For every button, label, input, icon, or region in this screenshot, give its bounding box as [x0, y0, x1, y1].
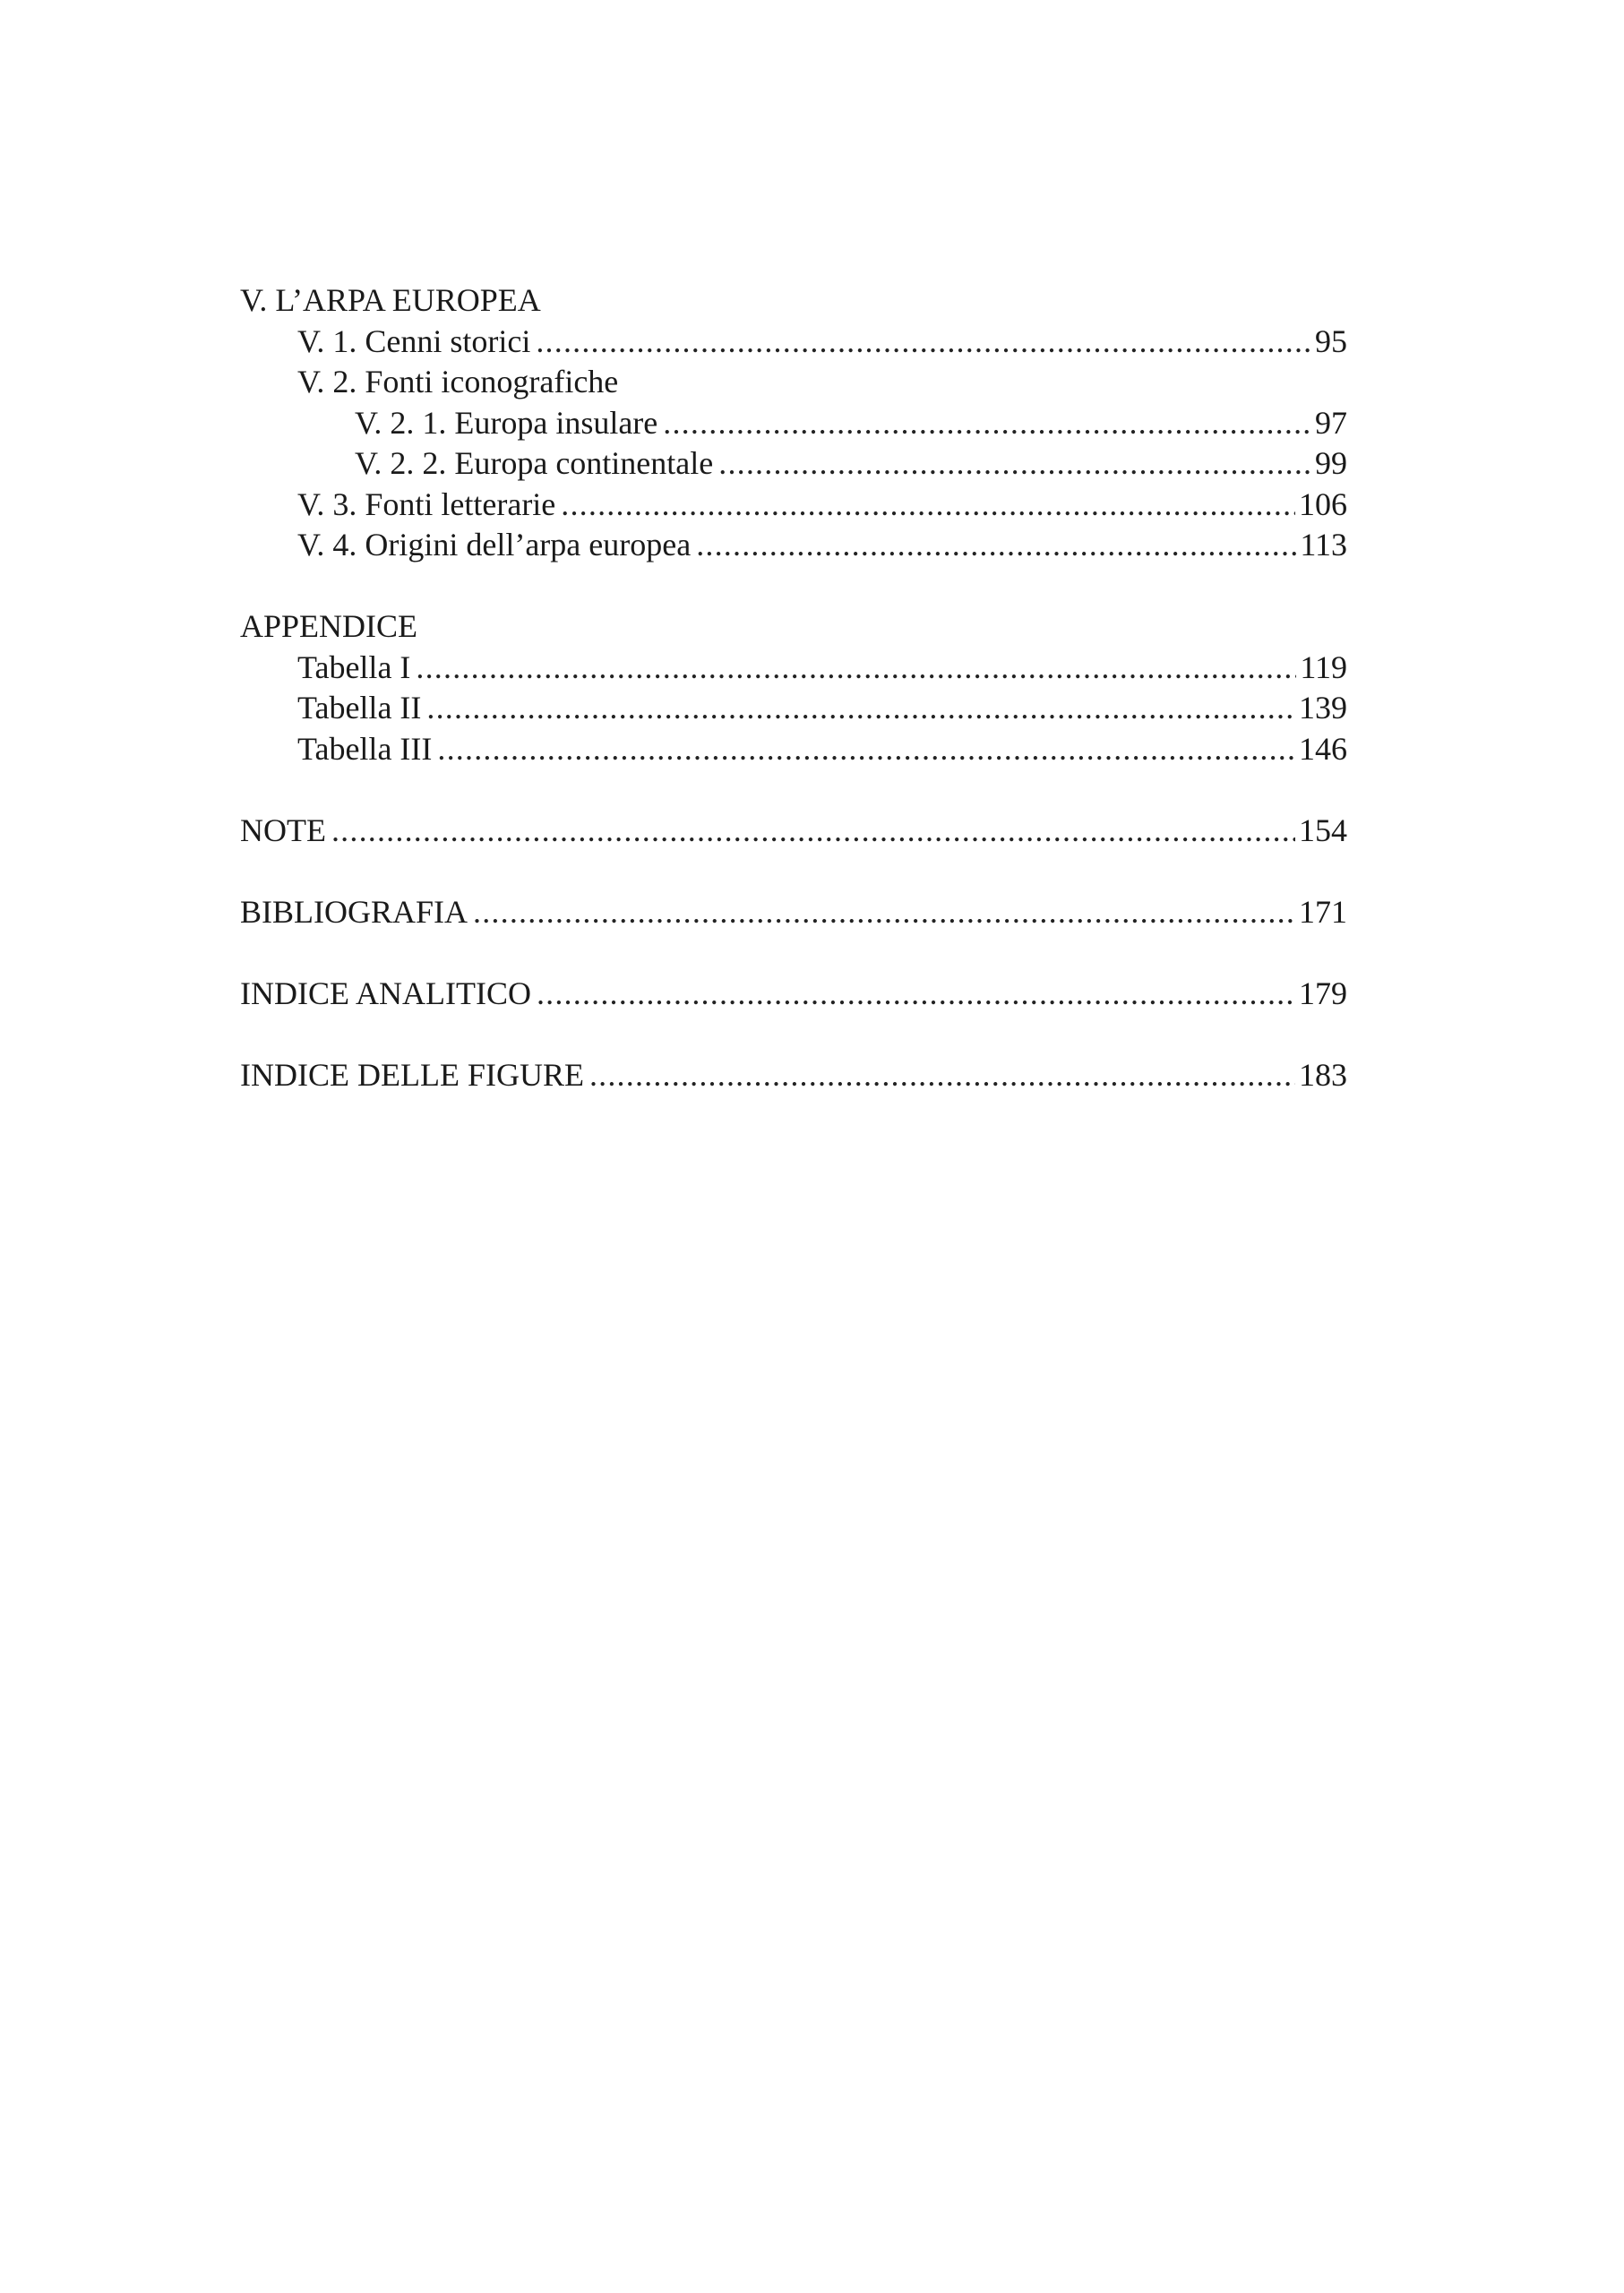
table-of-contents — [240, 280, 1347, 1095]
toc-entry-page: 139 — [1299, 690, 1347, 726]
dot-leader — [561, 485, 1295, 526]
dot-leader — [696, 525, 1296, 566]
toc-entry-title: BIBLIOGRAFIA — [240, 893, 468, 930]
toc-entry-page: 99 — [1315, 445, 1347, 481]
toc-entry-note[interactable] — [240, 811, 1347, 852]
dot-leader — [331, 811, 1295, 852]
toc-entry-bibliografia[interactable] — [240, 892, 1347, 933]
toc-entry-page: 183 — [1299, 1056, 1347, 1093]
toc-entry-europa-insulare[interactable] — [240, 403, 1347, 444]
toc-entry-page: 146 — [1299, 730, 1347, 767]
toc-entry-title: Tabella II — [297, 690, 422, 726]
section-heading-v — [240, 280, 1347, 322]
toc-entry-title: V. 1. Cenni storici — [297, 322, 531, 359]
dot-leader — [718, 443, 1311, 485]
toc-entry-page: 179 — [1299, 975, 1347, 1011]
toc-entry-title: V. 4. Origini dell’arpa europea — [297, 527, 692, 563]
dot-leader — [416, 648, 1296, 689]
toc-entry-title: V. 2. 1. Europa insulare — [355, 404, 658, 441]
toc-entry-tabella-i[interactable] — [240, 648, 1347, 689]
toc-entry-title: NOTE — [240, 812, 326, 848]
toc-entry-title: INDICE ANALITICO — [240, 975, 531, 1011]
toc-entry-indice-delle-figure[interactable] — [240, 1055, 1347, 1096]
toc-entry-title: Tabella I — [297, 648, 411, 685]
toc-entry-page: 106 — [1299, 485, 1347, 522]
dot-leader — [473, 892, 1295, 933]
toc-entry-europa-continentale[interactable] — [240, 443, 1347, 485]
section-heading-appendice — [240, 606, 1347, 648]
spacer — [240, 851, 1347, 892]
dot-leader — [437, 729, 1295, 770]
toc-entry-page: 113 — [1300, 527, 1347, 563]
toc-entry-page: 95 — [1315, 322, 1347, 359]
dot-leader — [663, 403, 1311, 444]
toc-entry-fonti-letterarie[interactable] — [240, 485, 1347, 526]
toc-entry-title: Tabella III — [297, 730, 433, 767]
section-heading-label: APPENDICE — [240, 608, 418, 644]
toc-entry-tabella-ii[interactable] — [240, 688, 1347, 729]
toc-entry-title: V. 3. Fonti letterarie — [297, 485, 556, 522]
toc-entry-page: 171 — [1299, 893, 1347, 930]
dot-leader — [589, 1055, 1295, 1096]
toc-entry-title: V. 2. 2. Europa continentale — [355, 445, 714, 481]
section-heading-label: V. L’ARPA EUROPEA — [240, 282, 541, 318]
dot-leader — [426, 688, 1295, 729]
toc-entry-cenni-storici[interactable] — [240, 322, 1347, 363]
spacer — [240, 566, 1347, 607]
toc-entry-page: 154 — [1299, 812, 1347, 848]
toc-entry-tabella-iii[interactable] — [240, 729, 1347, 770]
toc-entry-title: V. 2. Fonti iconografiche — [297, 364, 619, 399]
toc-entry-title: INDICE DELLE FIGURE — [240, 1056, 584, 1093]
spacer — [240, 769, 1347, 811]
spacer — [240, 932, 1347, 974]
dot-leader — [537, 974, 1295, 1015]
toc-entry-origini-arpa-europea[interactable] — [240, 525, 1347, 566]
toc-entry-page: 97 — [1315, 404, 1347, 441]
toc-entry-indice-analitico[interactable] — [240, 974, 1347, 1015]
toc-entry-page: 119 — [1300, 648, 1347, 685]
dot-leader — [536, 322, 1311, 363]
spacer — [240, 1014, 1347, 1055]
toc-entry-fonti-iconografiche[interactable] — [240, 362, 1347, 403]
